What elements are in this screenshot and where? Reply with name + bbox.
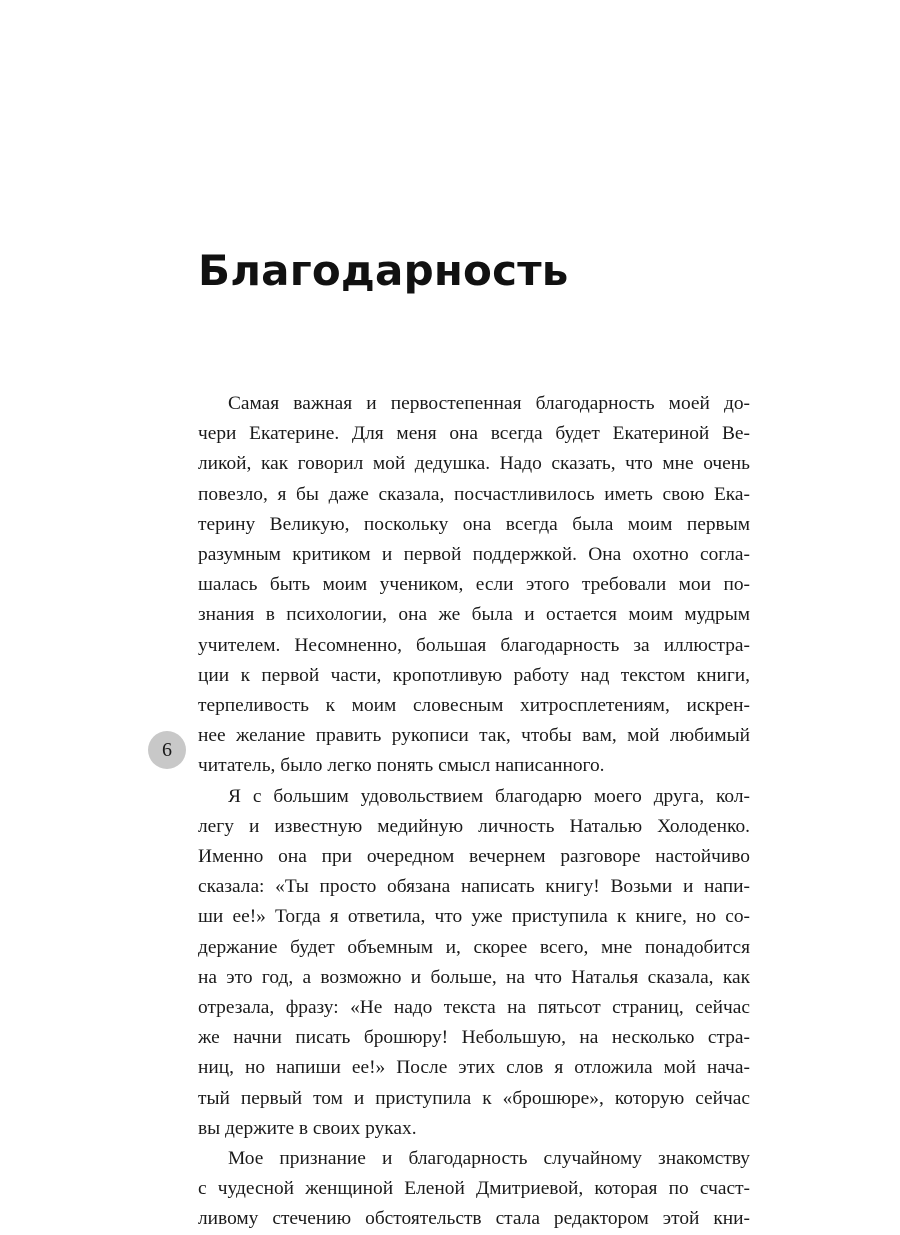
text-line: читатель, было легко понять смысл написанного. xyxy=(198,755,605,777)
text-line: вы держите в своих руках. xyxy=(198,1117,417,1139)
paragraph-friend xyxy=(198,782,750,1144)
text-line: ции к первой части, кропотливую работу над текстом книги, xyxy=(198,664,750,686)
text-line: Мое признание и благодарность случайному знакомству xyxy=(228,1148,750,1170)
paragraph-daughter xyxy=(198,389,750,782)
page-title: Благодарность xyxy=(198,246,569,295)
text-line: тый первый том и приступила к «брошюре», которую сейчас xyxy=(198,1087,750,1109)
body-text xyxy=(198,389,750,1235)
text-line: ши ее!» Тогда я ответила, что уже приступила к книге, но со- xyxy=(198,906,750,928)
text-line: ниц, но напиши ее!» После этих слов я отложила мой нача- xyxy=(198,1057,750,1079)
text-line: разумным критиком и первой поддержкой. Она охотно согла- xyxy=(198,544,750,566)
paragraph-editor xyxy=(198,1144,750,1235)
text-line: нее желание править рукописи так, чтобы вам, мой любимый xyxy=(198,725,750,747)
text-line: повезло, я бы даже сказала, посчастливилось иметь свою Ека- xyxy=(198,483,750,505)
text-line: держание будет объемным и, скорее всего, мне понадобится xyxy=(198,936,750,958)
text-line: терину Великую, поскольку она всегда была моим первым xyxy=(198,513,750,535)
text-line: знания в психологии, она же была и остается моим мудрым xyxy=(198,604,750,626)
text-line: сказала: «Ты просто обязана написать книгу! Возьми и напи- xyxy=(198,876,750,898)
text-line: отрезала, фразу: «Не надо текста на пятьсот страниц, сейчас xyxy=(198,997,750,1019)
text-line: ликой, как говорил мой дедушка. Надо сказать, что мне очень xyxy=(198,453,750,475)
text-line: же начни писать брошюру! Небольшую, на несколько стра- xyxy=(198,1027,750,1049)
text-line: ливому стечению обстоятельств стала редактором этой кни- xyxy=(198,1208,750,1230)
text-line: Именно она при очередном вечернем разговоре настойчиво xyxy=(198,846,750,868)
text-line: на это год, а возможно и больше, на что Наталья сказала, как xyxy=(198,966,750,988)
page-number-badge: 6 xyxy=(148,731,186,769)
text-line: Я с большим удовольствием благодарю моего друга, кол- xyxy=(228,785,750,807)
text-line: шалась быть моим учеником, если этого требовали мои по- xyxy=(198,574,750,596)
text-line: Самая важная и первостепенная благодарность моей до- xyxy=(228,393,750,414)
text-line: с чудесной женщиной Еленой Дмитриевой, которая по счаст- xyxy=(198,1178,750,1200)
text-line: терпеливость к моим словесным хитросплетениям, искрен- xyxy=(198,695,750,717)
text-line: легу и известную медийную личность Наталью Холоденко. xyxy=(198,815,750,837)
text-line: учителем. Несомненно, большая благодарность за иллюстра- xyxy=(198,634,750,656)
text-line: чери Екатерине. Для меня она всегда будет Екатериной Ве- xyxy=(198,423,750,445)
